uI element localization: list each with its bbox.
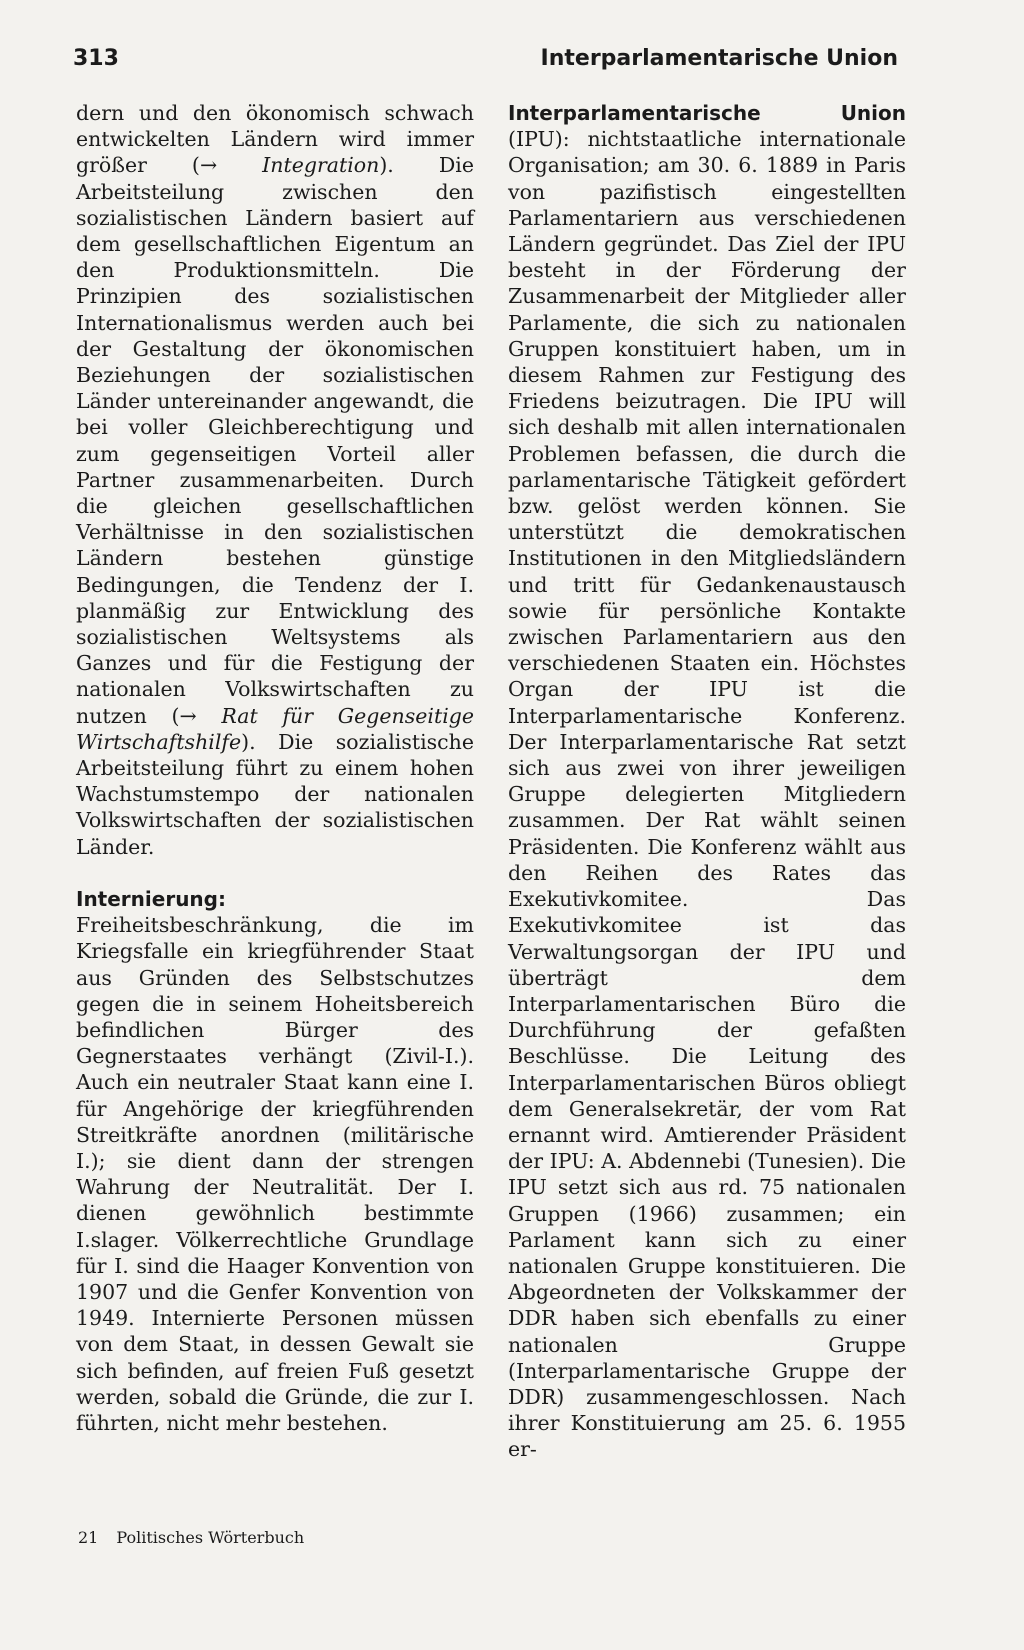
entry-text-ipu: (IPU): nichtstaatliche internationale Organisation; am 30. 6. 1889 in Paris von pazifistisch eingestellten Parlamentariern aus verschiedenen Ländern gegründet. Das Ziel der IPU besteht in der Förderung der Zusammenarbeit der Mitglieder aller Parlamente, die sich zu nationalen Gruppen konstituiert haben, um in diesem Rahmen zur Festigung des Friedens beizutragen. Die IPU will sich deshalb mit allen internationalen Problemen befassen, die durch die parlamentarische Tätigkeit gefördert bzw. gelöst werden können. Sie unterstützt die demokratischen Institutionen in den Mitgliedsländern und tritt für Gedankenaustausch sowie für persönliche Kontakte zwischen Parlamentariern aus den verschiedenen Staaten ein. Höchstes Organ der IPU ist die Interparlamentarische Konferenz. Der Interparlamentarische Rat setzt sich aus zwei von ihrer jeweiligen Gruppe delegierten Mitgliedern zusammen. Der Rat wählt seinen Präsidenten. Die Konferenz wählt aus den Reihen des Rates das Exekutivkomitee. Das Exekutivkomitee ist das Verwaltungsorgan der IPU und überträgt dem Interparlamentarischen Büro die Durchführung der gefaßten Beschlüsse. Die Leitung des Interparlamentarischen Büros obliegt dem Generalsekretär, der vom Rat ernannt wird. Amtierender Präsident der IPU: A. Abdennebi (Tunesien). Die IPU setzt sich aus rd. 75 nationalen Gruppen (1966) zusammen; ein Parlament kann sich zu einer nationalen Gruppe konstituieren. Die Abgeordneten der Volkskammer der DDR haben sich ebenfalls zu einer nationalen Gruppe (Interparlamentarische Gruppe der DDR) zusammengeschlossen. Nach ihrer Konstituierung am 25. 6. 1955 er- [508, 127, 906, 1462]
entry-keyword-ipu-part1: Interparlamentarische [508, 101, 761, 125]
entry-internierung [76, 886, 474, 1436]
continuation-paragraph [76, 100, 474, 860]
cross-reference-integration: → Integration [199, 153, 380, 178]
continuation-text-2: ). Die Arbeitsteilung zwischen den sozialistischen Ländern basiert auf dem gesellschaftlichen Eigentum an den Produktionsmitteln. Die Prinzipien des sozialistischen Internationalismus werden auch bei der Gestaltung der ökonomischen Beziehungen der sozialistischen Länder untereinander angewandt, die bei voller Gleichberechtigung und zum gegenseitigen Vorteil aller Partner zusammenarbeiten. Durch die gleichen gesellschaftlichen Verhältnisse in den sozialistischen Ländern bestehen günstige Bedingungen, die Tendenz der I. planmäßig zur Entwicklung des sozialistischen Weltsystems als Ganzes und für die Festigung der nationalen Volkswirtschaften zu nutzen ( [76, 153, 474, 728]
running-title: Interparlamentarische Union [540, 46, 898, 71]
page-footer [78, 1528, 304, 1547]
right-column [508, 100, 906, 1463]
cross-reference-rgw: → Rat für Gegenseitige Wirtschaftshilfe [76, 703, 475, 754]
page-number: 313 [73, 46, 119, 71]
signature-number: 21 [78, 1528, 99, 1547]
book-title: Politisches Wörterbuch [116, 1528, 305, 1547]
entry-keyword-ipu [508, 100, 906, 126]
continuation-text-1: dern und den ökonomisch schwach entwickelten Ländern wird immer größer ( [76, 101, 474, 178]
entry-text-internierung: Freiheitsbeschränkung, die im Kriegsfalle ein kriegführender Staat aus Gründen des Selbstschutzes gegen die in seinem Hoheitsbereich befindlichen Bürger des Gegnerstaates verhängt (Zivil-I.). Auch ein neutraler Staat kann eine I. für Angehörige der kriegführenden Streitkräfte anordnen (militärische I.); sie dient dann der strengen Wahrung der Neutralität. Der I. dienen gewöhnlich bestimmte I.slager. Völkerrechtliche Grundlage für I. sind die Haager Konvention von 1907 und die Genfer Konvention von 1949. Internierte Personen müssen von dem Staat, in dessen Gewalt sie sich befinden, auf freien Fuß gesetzt werden, sobald die Gründe, die zur I. führten, nicht mehr bestehen. [76, 913, 474, 1435]
entry-keyword-ipu-part2: Union [840, 101, 906, 125]
entry-ipu [508, 126, 906, 1462]
entry-keyword-internierung: Internierung: [76, 886, 226, 911]
continuation-text-3: ). Die sozialistische Arbeitsteilung führt zu einem hohen Wachstumstempo der nationalen Volkswirtschaften der sozialistischen Länder. [76, 729, 474, 859]
left-column [76, 100, 474, 1436]
